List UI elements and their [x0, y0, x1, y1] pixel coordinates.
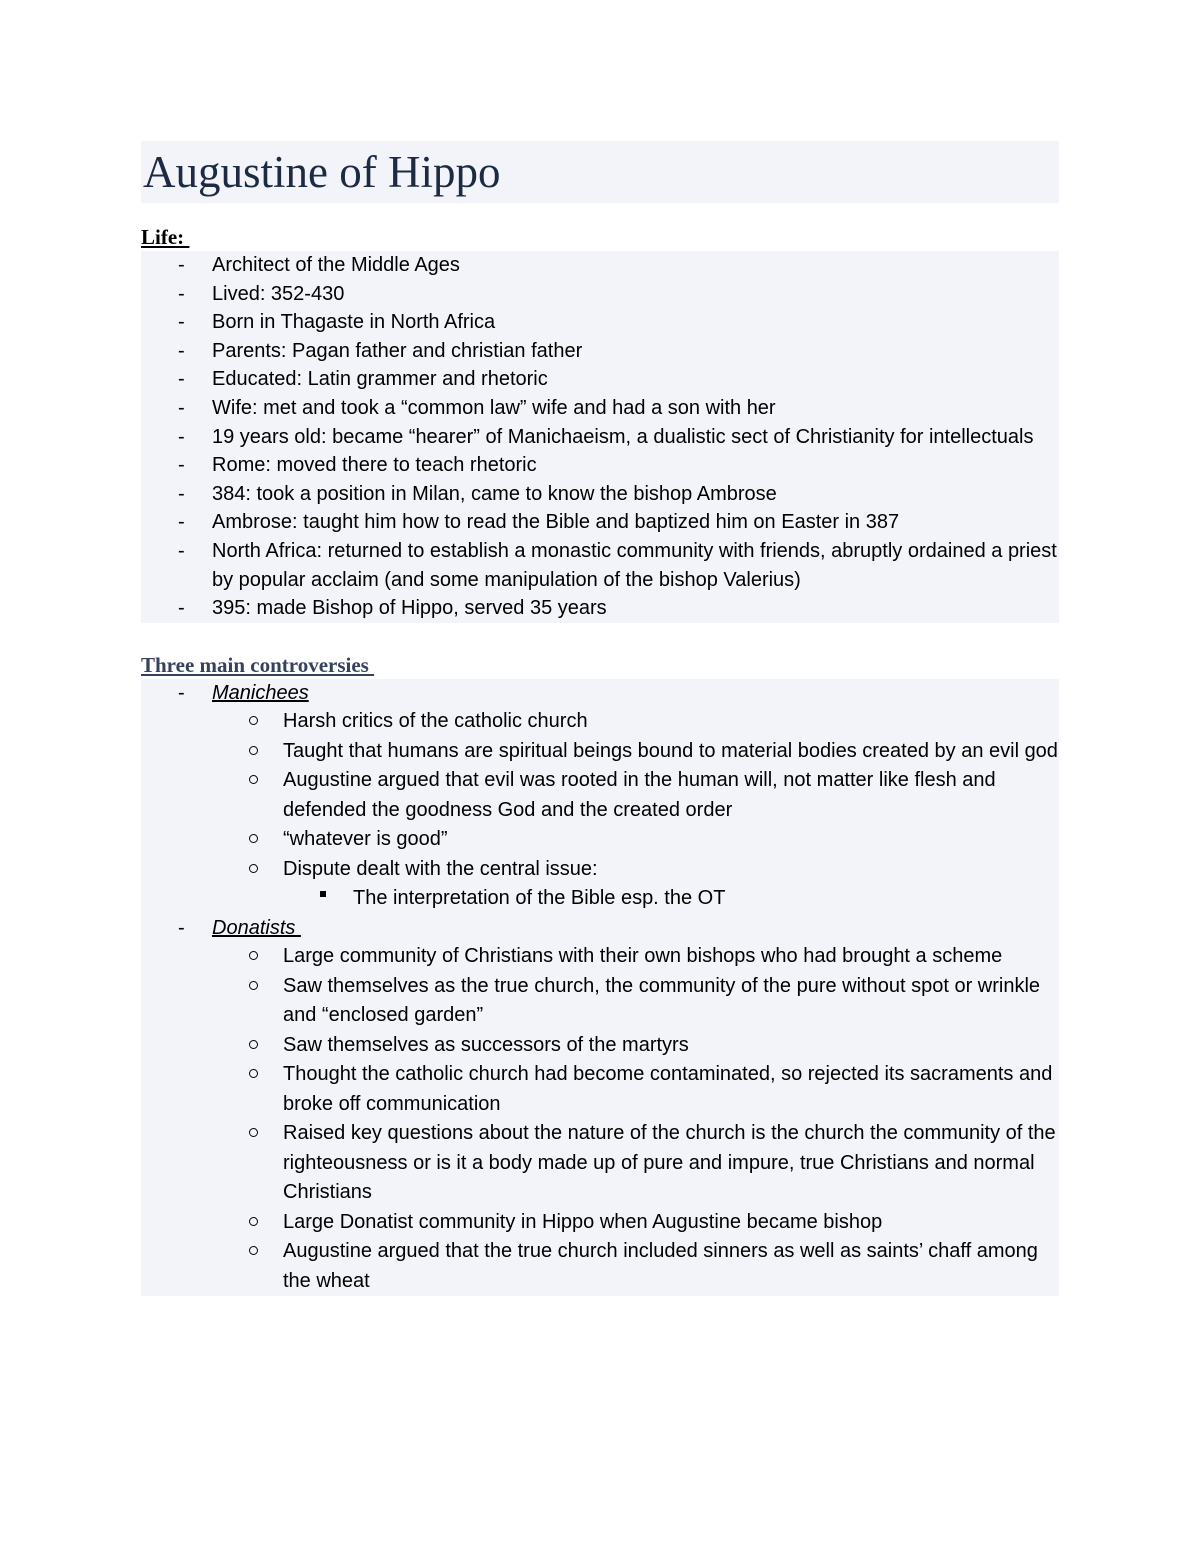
list-item [141, 942, 1059, 972]
life-heading: Life: [141, 225, 190, 249]
list-item [141, 766, 1059, 825]
list-item [141, 1119, 1059, 1208]
circle-bullet-icon [249, 864, 258, 873]
dash-bullet: - [178, 916, 185, 939]
list-item-text: Born in Thagaste in North Africa [212, 311, 496, 334]
circle-bullet-icon [249, 1246, 258, 1255]
dash-bullet: - [178, 511, 185, 534]
list-item [141, 365, 1059, 394]
list-item [141, 394, 1059, 423]
list-item-text: Educated: Latin grammer and rhetoric [212, 368, 548, 391]
circle-bullet-icon [249, 1069, 258, 1078]
circle-bullet-icon [249, 716, 258, 725]
list-item-text: Architect of the Middle Ages [212, 254, 460, 276]
list-item-text: Saw themselves as the true church, the community of the pure without spot or wrinkle and “enclosed garden” [283, 974, 1041, 1027]
list-item-text: Raised key questions about the nature of the church is the church the community of the righteousness or is it a body made up of pure and impure, true Christians and normal Christians [283, 1122, 1056, 1204]
dash-bullet: - [178, 681, 185, 704]
list-item [141, 855, 1059, 885]
list-item-text: “whatever is good” [283, 828, 448, 851]
controversies-heading: Three main controversies [141, 652, 375, 677]
list-item [141, 308, 1059, 337]
list-item-text: Parents: Pagan father and christian father [212, 339, 583, 362]
list-item [141, 423, 1059, 452]
manichees-points [141, 707, 1059, 884]
list-item-text: The interpretation of the Bible esp. the OT [353, 887, 726, 910]
dash-bullet: - [178, 539, 185, 562]
list-item-text: Augustine argued that evil was rooted in the human will, not matter like flesh and defended the goodness God and the created order [283, 769, 996, 821]
list-item [141, 972, 1059, 1031]
page-title: Augustine of Hippo [141, 141, 1059, 203]
list-item [141, 1031, 1059, 1061]
list-item-text: Dispute dealt with the central issue: [283, 857, 598, 880]
list-item [141, 1060, 1059, 1119]
list-item [141, 251, 1059, 280]
list-item [141, 707, 1059, 737]
dash-bullet: - [178, 368, 185, 391]
controversies-list [141, 679, 1059, 708]
life-list [141, 251, 1059, 623]
circle-bullet-icon [249, 746, 258, 755]
dash-bullet: - [178, 425, 185, 448]
list-item [141, 451, 1059, 480]
controversies-list-2 [141, 914, 1059, 943]
list-item-text: Large Donatist community in Hippo when Augustine became bishop [283, 1210, 883, 1233]
list-item [141, 1237, 1059, 1296]
list-item [141, 825, 1059, 855]
list-item-text: Augustine argued that the true church included sinners as well as saints’ chaff among the wheat [283, 1240, 1038, 1292]
list-item-text: Lived: 352-430 [212, 282, 345, 305]
list-item-text: 395: made Bishop of Hippo, served 35 years [212, 597, 607, 620]
list-item [141, 537, 1059, 594]
circle-bullet-icon [249, 981, 258, 990]
list-item-text: Taught that humans are spiritual beings bound to material bodies created by an evil god [283, 739, 1058, 762]
dash-bullet: - [178, 454, 185, 477]
dash-bullet: - [178, 311, 185, 334]
controversy-donatists [141, 914, 1059, 943]
circle-bullet-icon [249, 775, 258, 784]
square-bullet-icon [320, 891, 326, 897]
circle-bullet-icon [249, 1040, 258, 1049]
list-item-text: 384: took a position in Milan, came to know the bishop Ambrose [212, 482, 777, 505]
document-body [141, 141, 1059, 1296]
list-item [141, 337, 1059, 366]
list-item [141, 280, 1059, 309]
circle-bullet-icon [249, 834, 258, 843]
controversy-manichees [141, 679, 1059, 708]
manichees-subpoints [141, 884, 1059, 914]
list-item-text: North Africa: returned to establish a monastic community with friends, abruptly ordained a priest by popular acclaim (and some manipulation of the bishop Valerius) [212, 539, 1057, 591]
list-item-text: Ambrose: taught him how to read the Bible and baptized him on Easter in 387 [212, 511, 900, 534]
list-item [141, 737, 1059, 767]
list-item [141, 1208, 1059, 1238]
donatists-points [141, 942, 1059, 1296]
list-item [141, 508, 1059, 537]
list-item [141, 884, 1059, 914]
controversy-name: Donatists [212, 916, 301, 939]
dash-bullet: - [178, 254, 185, 276]
dash-bullet: - [178, 396, 185, 419]
list-item-text: Rome: moved there to teach rhetoric [212, 454, 537, 477]
dash-bullet: - [178, 282, 185, 305]
list-item-text: Wife: met and took a “common law” wife and had a son with her [212, 396, 776, 419]
list-item [141, 480, 1059, 509]
list-item-text: Thought the catholic church had become contaminated, so rejected its sacraments and broke off communication [283, 1063, 1053, 1115]
circle-bullet-icon [249, 1217, 258, 1226]
circle-bullet-icon [249, 1128, 258, 1137]
list-item-text: Large community of Christians with their own bishops who had brought a scheme [283, 945, 1003, 968]
list-item [141, 594, 1059, 623]
list-item-text: 19 years old: became “hearer” of Manichaeism, a dualistic sect of Christianity for intellectuals [212, 425, 1034, 448]
dash-bullet: - [178, 339, 185, 362]
list-item-text: Saw themselves as successors of the martyrs [283, 1033, 689, 1056]
list-item-text: Harsh critics of the catholic church [283, 710, 588, 733]
dash-bullet: - [178, 482, 185, 505]
circle-bullet-icon [249, 951, 258, 960]
dash-bullet: - [178, 597, 185, 620]
blank-line [141, 623, 1059, 651]
controversy-name: Manichees [212, 681, 309, 704]
